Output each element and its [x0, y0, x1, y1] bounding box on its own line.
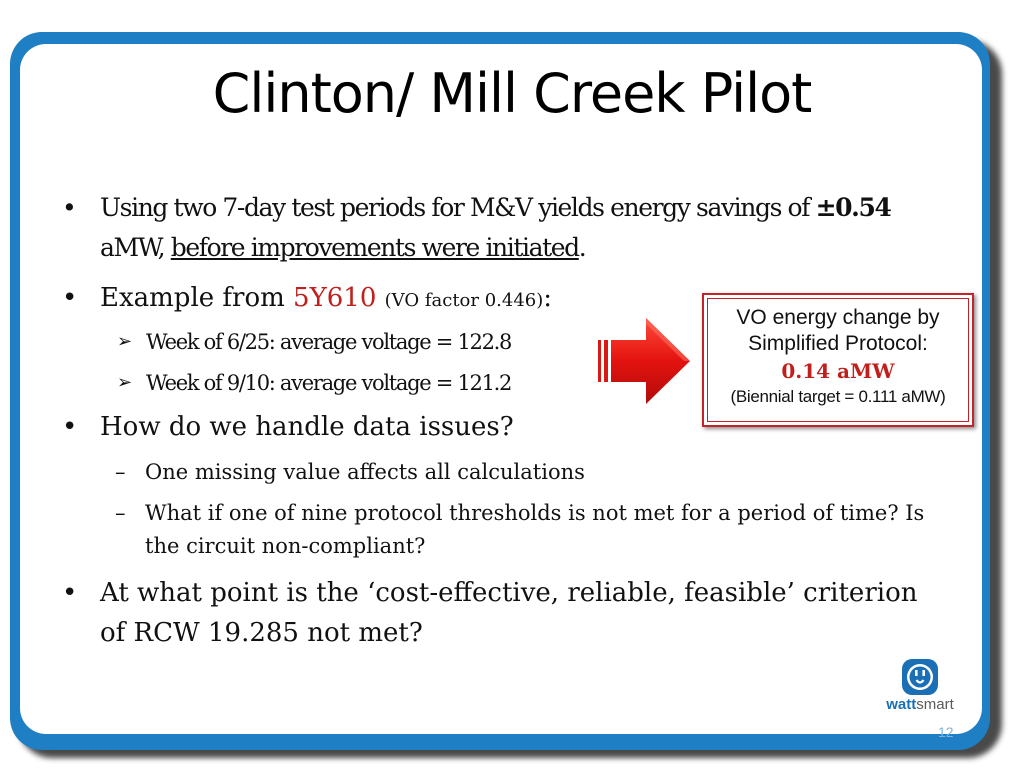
- sub-bullet-text: One missing value affects all calculations: [145, 460, 585, 484]
- outlet-icon: [878, 656, 962, 698]
- arrow-bullet-icon: ➢: [117, 372, 131, 393]
- bullet-dot: •: [62, 283, 78, 313]
- callout-value: 0.14 aMW: [781, 359, 895, 383]
- savings-value: ±0.54: [815, 193, 891, 222]
- callout-inner-border: [707, 298, 969, 422]
- bullet-text: [100, 188, 942, 268]
- logo-word-regular: smart: [916, 696, 954, 713]
- bullet-end: .: [578, 233, 586, 262]
- slide-number: 12: [938, 724, 954, 740]
- sub-bullet-text: Week of 9/10: average voltage = 121.2: [146, 371, 512, 395]
- underlined-phrase: before improvements were initiated: [170, 233, 579, 262]
- callout-line-1: VO energy change by: [736, 306, 940, 329]
- sub-bullet-text: Week of 6/25: average voltage = 122.8: [146, 330, 512, 354]
- example-prefix: Example from: [100, 283, 294, 313]
- bullet-text-a: Using two 7-day test periods for M&V yields energy savings of: [100, 193, 816, 222]
- wattsmart-logo: [878, 656, 962, 718]
- logo-wordmark: [878, 696, 962, 713]
- bullet-end: :: [543, 283, 553, 313]
- bullet-text-b: aMW,: [100, 233, 171, 262]
- dash-bullet: –: [115, 460, 126, 484]
- slide-title: Clinton/ Mill Creek Pilot: [212, 62, 812, 125]
- callout-line-2: Simplified Protocol:: [748, 332, 928, 355]
- vo-energy-callout: [702, 293, 974, 427]
- bullet-text: How do we handle data issues?: [100, 412, 514, 442]
- callout-target: (Biennial target = 0.111 aMW): [730, 387, 946, 406]
- bullet-text: At what point is the ‘cost-effective, reliable, feasible’ criterion of RCW 19.285 not met?: [100, 578, 918, 648]
- logo-word-bold: watt: [886, 696, 917, 713]
- sub-bullet-text: What if one of nine protocol thresholds is not met for a period of time? Is the circuit non-compliant?: [145, 501, 925, 558]
- arrow-bullet-icon: ➢: [117, 331, 131, 352]
- circuit-id: 5Y610: [293, 283, 377, 313]
- dash-bullet: –: [115, 501, 126, 525]
- bullet-text: [100, 278, 552, 321]
- right-arrow-icon: [596, 318, 692, 404]
- bullet-dot: •: [62, 193, 76, 222]
- bullet-dot: •: [62, 412, 78, 442]
- bullet-dot: •: [62, 578, 78, 608]
- vo-factor-note: (VO factor 0.446): [384, 290, 544, 311]
